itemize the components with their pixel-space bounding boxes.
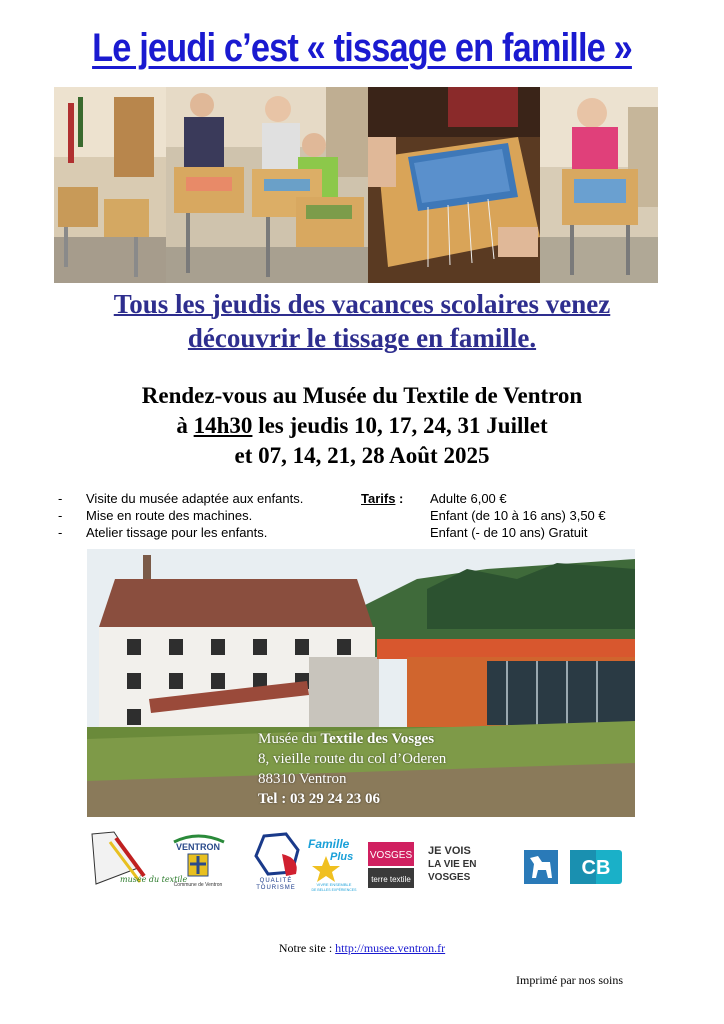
photo-collage — [54, 87, 658, 283]
tarifs-label: Tarifs : — [361, 491, 404, 506]
activities-list — [58, 490, 303, 541]
tarif-adulte: Adulte 6,00 € — [430, 491, 507, 506]
photo-girl-weaving-art — [540, 87, 658, 283]
qualite-text: QUALITÉ — [259, 878, 293, 884]
subtitle-line-2: découvrir le tissage en famille. — [187, 323, 537, 353]
famille-tag2-text: DE BELLES EXPÉRIENCES — [311, 888, 357, 892]
activity-item: - Visite du musée adaptée aux enfants. — [58, 491, 304, 506]
dog-icon — [524, 850, 558, 884]
website-link[interactable]: http://musee.ventron.fr — [335, 941, 446, 955]
tarif-enfant-10-16: Enfant (de 10 à 16 ans) 3,50 € — [430, 508, 606, 523]
printed-note: Imprimé par nos soins — [516, 973, 623, 987]
vosges-line-text: VOSGES — [428, 872, 471, 883]
photo-loom-closeup — [368, 87, 540, 283]
musee-logo-text: musée du textile — [120, 875, 188, 884]
cb-card-icon — [570, 850, 622, 884]
ventron-logo-text: VENTRON — [175, 842, 221, 852]
rendezvous-dates-july: les jeudis 10, 17, 24, 31 Juillet — [252, 413, 548, 438]
ventron-logo-subtitle: Commune de Ventron — [173, 882, 223, 888]
subtitle — [0, 287, 724, 355]
tarif-enfant-moins-10: Enfant (- de 10 ans) Gratuit — [430, 525, 588, 540]
famille-text: Famille — [308, 837, 350, 851]
rendezvous-line-1: Rendez-vous au Musée du Textile de Ventron — [141, 383, 583, 408]
museum-address — [258, 729, 446, 809]
photo-room-looms — [54, 87, 166, 283]
subtitle-line-1: Tous les jeudis des vacances scolaires venez — [113, 289, 611, 319]
photo-room-looms-art — [54, 87, 166, 283]
rendezvous-prefix: à — [176, 413, 194, 438]
qualite-tourisme-logo — [256, 834, 298, 891]
footer-website — [0, 941, 724, 956]
museum-name: Musée du Textile des Vosges — [258, 731, 435, 747]
rendezvous-dates-august: et 07, 14, 21, 28 Août 2025 — [234, 443, 490, 468]
rendezvous-time: 14h30 — [193, 413, 253, 438]
museum-street: 8, vieille route du col d’Oderen — [258, 751, 447, 767]
jevois-text: JE VOIS — [428, 845, 471, 857]
la-vie-en-text: LA VIE EN — [428, 859, 477, 870]
photo-loom-closeup-art — [368, 87, 540, 283]
footer-site-label: Notre site : — [278, 941, 336, 955]
cb-text: CB — [581, 857, 611, 879]
terre-textile-text: terre textile — [371, 875, 411, 884]
poster-title: Le jeudi c’est « tissage en famille » — [92, 26, 632, 70]
photo-girl-weaving — [540, 87, 658, 283]
musee-textile-logo — [92, 832, 187, 884]
famille-tag-text: VIVRE ENSEMBLE — [316, 882, 352, 887]
vosges-text: VOSGES — [369, 850, 413, 861]
activity-item: - Mise en route des machines. — [58, 508, 253, 523]
famille-plus-logo — [308, 837, 357, 892]
museum-phone[interactable]: Tel : 03 29 24 23 06 — [258, 791, 380, 807]
je-vois-la-vie-en-vosges-logo — [428, 845, 477, 883]
photo-children-weaving-art — [166, 87, 368, 283]
tarifs-list — [430, 490, 606, 541]
tourisme-text: TOURISME — [256, 885, 296, 891]
photo-children-weaving — [166, 87, 368, 283]
activity-item: - Atelier tissage pour les enfants. — [58, 525, 268, 540]
partner-logos — [86, 828, 642, 892]
rendezvous-block — [0, 381, 724, 471]
vosges-terre-textile-logo — [368, 842, 414, 888]
rendezvous-line-2 — [0, 411, 724, 441]
museum-city: 88310 Ventron — [258, 771, 347, 787]
plus-text: Plus — [330, 851, 354, 863]
